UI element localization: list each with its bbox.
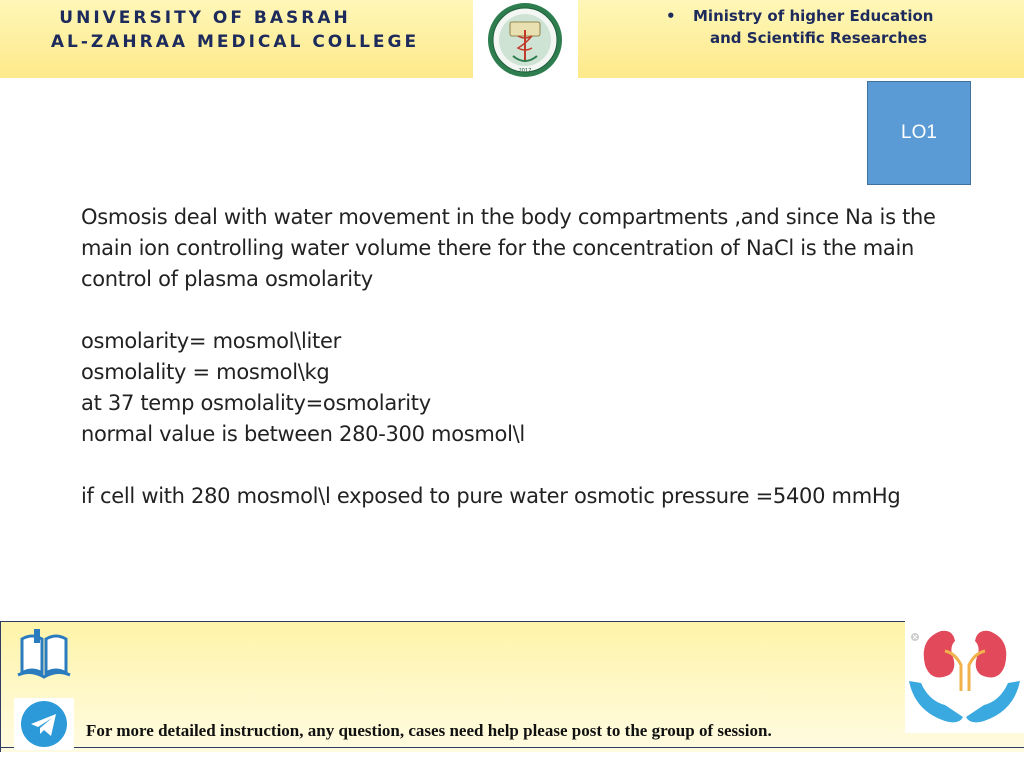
- learning-objective-label: LO1: [901, 122, 937, 143]
- footer-instruction: For more detailed instruction, any question, cases need help please post to the group of session.: [86, 721, 772, 740]
- kidney-care-icon: [905, 621, 1024, 733]
- learning-objective-badge[interactable]: [867, 81, 971, 185]
- university-name: UNIVERSITY OF BASRAH: [59, 8, 351, 28]
- college-seal-icon: [473, 0, 578, 80]
- osmolality-definition: osmolality = mosmol\kg: [81, 360, 330, 384]
- college-name: AL-ZAHRAA MEDICAL COLLEGE: [50, 32, 420, 52]
- normal-value-line: normal value is between 280-300 mosmol\l: [81, 422, 525, 446]
- osmolarity-definition: osmolarity= mosmol\liter: [81, 329, 341, 353]
- ministry-title: Ministry of higher Education: [693, 7, 934, 25]
- book-icon[interactable]: [14, 625, 74, 683]
- bullet-marker: •: [666, 7, 676, 25]
- footer-divider: [0, 747, 1024, 748]
- osmotic-pressure-paragraph: if cell with 280 mosmol\l exposed to pure water osmotic pressure =5400 mmHg: [81, 484, 901, 508]
- college-logo: [473, 0, 578, 80]
- svg-text:2017: 2017: [518, 68, 532, 74]
- ministry-subtitle: and Scientific Researches: [710, 29, 928, 47]
- osmosis-paragraph: Osmosis deal with water movement in the body compartments ,and since Na is the main ion controlling water volume there for the concentration of NaCl is the main control of plasma osmolarity: [81, 205, 936, 291]
- temperature-note: at 37 temp osmolality=osmolarity: [81, 391, 431, 415]
- slide-body: [81, 202, 941, 512]
- telegram-icon[interactable]: [14, 698, 74, 750]
